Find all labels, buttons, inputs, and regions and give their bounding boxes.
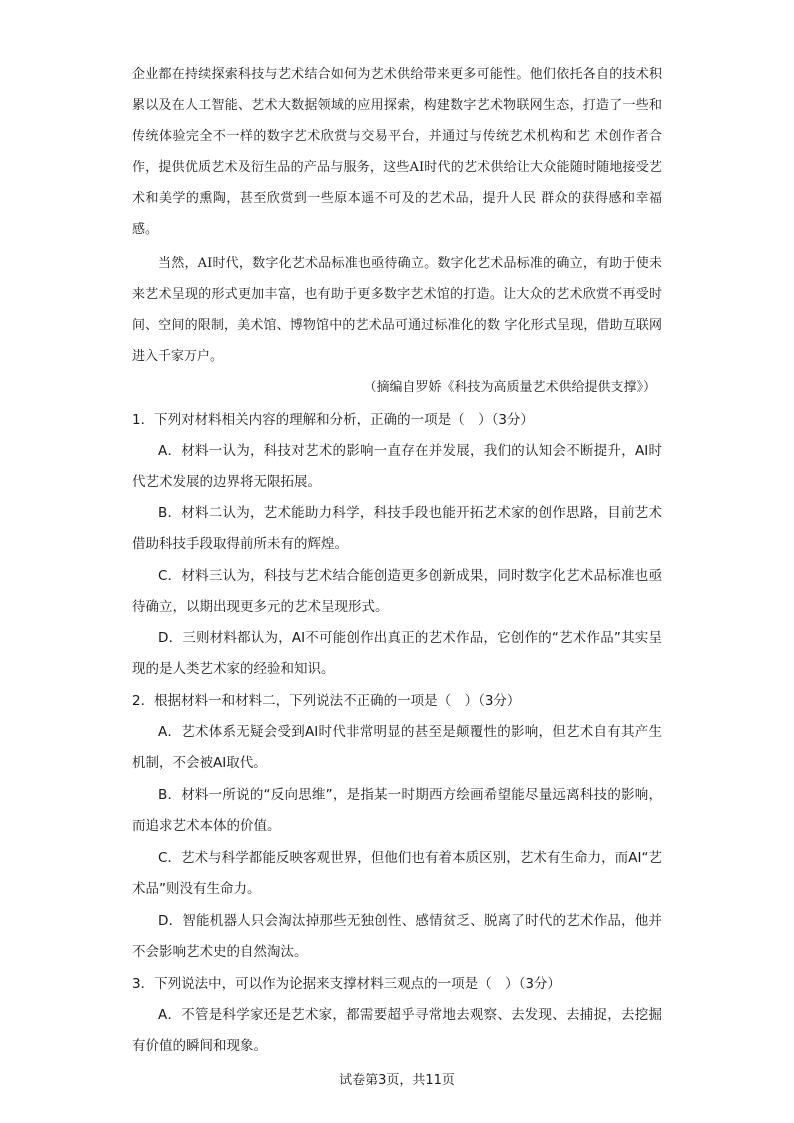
question-stem: 3．下列说法中，可以作为论据来支撑材料三观点的一项是（ ）（3分） xyxy=(132,976,561,992)
option-a: A．不管是科学家还是艺术家，都需要超乎寻常地去观察、去发现、去捕捉，去挖掘有价值的瞬间和现象。 xyxy=(132,1007,662,1054)
option-c: C．材料三认为，科技与艺术结合能创造更多创新成果，同时数字化艺术品标准也亟待确立，以期出现更多元的艺术呈现形式。 xyxy=(132,568,662,615)
option-b: B．材料二认为，艺术能助力科学，科技手段也能开拓艺术家的创作思路，目前艺术借助科技手段取得前所未有的辉煌。 xyxy=(132,505,662,552)
page-footer: 试卷第3页，共11页 xyxy=(339,1073,455,1088)
question-stem: 2．根据材料一和材料二，下列说法不正确的一项是（ ）（3分） xyxy=(132,693,521,709)
option-a: A．艺术体系无疑会受到AI时代非常明显的甚至是颠覆性的影响，但艺术自有其产生机制，不会被AI取代。 xyxy=(132,724,662,771)
material-paragraph: 当然，AI时代，数字化艺术品标准也亟待确立。数字化艺术品标准的确立，有助于使未来艺术呈现的形式更加丰富，也有助于更多数字艺术馆的打造。让大众的艺术欣赏不再受时间、空间的限制，美术馆、博物馆中的艺术品可通过标准化的数 字化形式呈现，借助互联网进入千家万户。 xyxy=(132,256,662,364)
option-a: A．材料一认为，科技对艺术的影响一直存在并发展，我们的认知会不断提升，AI时代艺术发展的边界将无限拓展。 xyxy=(132,443,662,490)
question-stem: 1．下列对材料相关内容的理解和分析，正确的一项是（ ）（3分） xyxy=(132,412,534,428)
option-d: D．三则材料都认为，AI不可能创作出真正的艺术作品，它创作的“艺术作品”其实呈现的是人类艺术家的经验和知识。 xyxy=(132,630,662,677)
option-b: B．材料一所说的“反向思维”，是指某一时期西方绘画希望能尽量远离科技的影响，而追求艺术本体的价值。 xyxy=(132,787,662,834)
source-citation: （摘编自罗娇《科技为高质量艺术供给提供支撑》） xyxy=(363,380,656,395)
material-paragraph: 企业都在持续探索科技与艺术结合如何为艺术供给带来更多可能性。他们依托各自的技术积累以及在人工智能、艺术大数据领域的应用探索，构建数字艺术物联网生态，打造了一些和传统体验完全不一样的数字艺术欣赏与交易平台，并通过与传统艺术机构和艺 术创作者合作，提供优质艺术及衍生品的产品与服务，这些AI时代的艺术供给让大众能随时随地接受艺术和美学的熏陶，甚至欣赏到一些原本遥不可及的艺术品，提升人民 群众的获得感和幸福感。 xyxy=(132,67,662,237)
option-c: C．艺术与科学都能反映客观世界，但他们也有着本质区别，艺术有生命力，而AI“艺术品”则没有生命力。 xyxy=(132,850,662,897)
option-d: D．智能机器人只会淘汰掉那些无独创性、感情贫乏、脱离了时代的艺术作品，他并不会影响艺术史的自然淘汰。 xyxy=(132,913,662,960)
